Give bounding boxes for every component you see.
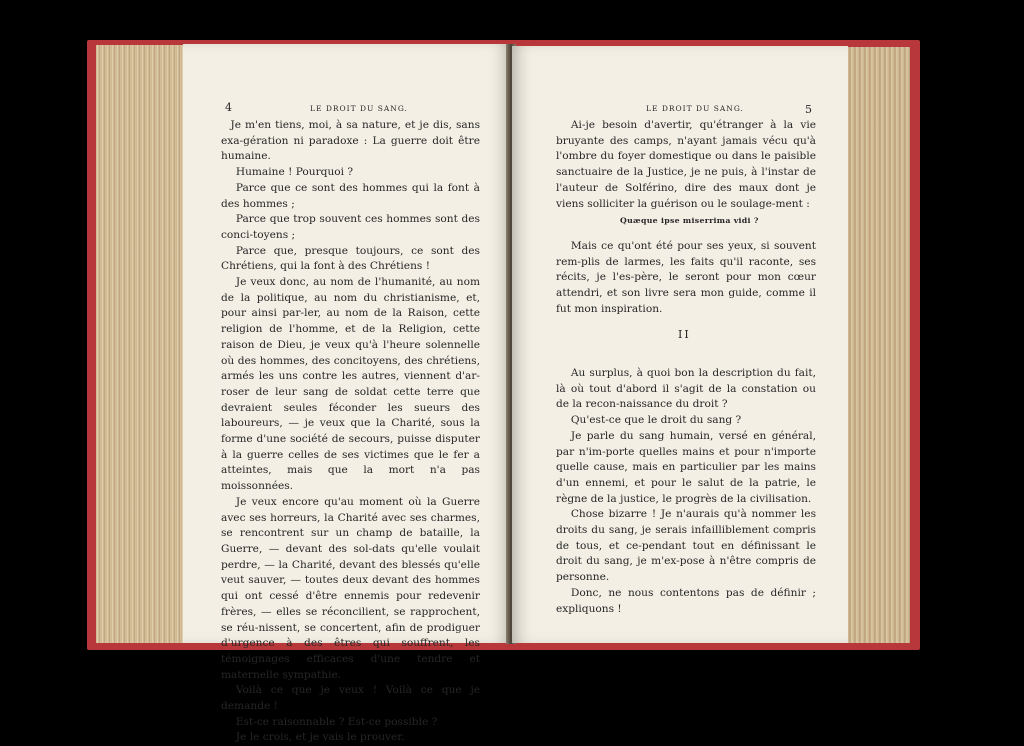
paragraph: Je m'en tiens, moi, à sa nature, et je dis, sans exa-gération ni paradoxe : La guerre doit être humaine. xyxy=(221,119,480,163)
left-page xyxy=(183,44,510,744)
paragraph: Humaine ! Pourquoi ? xyxy=(235,166,354,179)
paragraph: Donc, ne nous contentons pas de définir ; expliquons ! xyxy=(556,586,816,615)
running-head: LE DROIT DU SANG. xyxy=(310,104,408,113)
left-page-text xyxy=(221,118,480,746)
page-number: 5 xyxy=(805,103,812,116)
paragraph: Qu'est-ce que le droit du sang ? xyxy=(570,414,742,427)
page-edges-left xyxy=(96,45,184,643)
page-edges-right xyxy=(848,47,910,643)
paragraph: Chose bizarre ! Je n'aurais qu'à nommer les droits du sang, je serais infailliblement compris de tous, et ce-pendant tout en définissant le droit du sang, je m'ex-pose à n'être compris de personne. xyxy=(556,508,816,584)
paragraph: Mais ce qu'ont été pour ses yeux, si souvent rem-plis de larmes, les faits qu'il raconte, ses récits, je l'es-père, le seront pour mon cœur attendri, et son livre sera mon guide, comme il fut mon inspiration. xyxy=(556,240,816,315)
intro-text xyxy=(556,118,816,212)
page-number: 4 xyxy=(225,101,232,114)
paragraph: Parce que trop souvent ces hommes sont des conci-toyens ; xyxy=(221,213,480,241)
paragraph: Je parle du sang humain, versé en général, par n'im-porte quelles mains et pour n'importe quelle cause, mais en particulier par les mains d'un ennemi, et pour le salut de la patrie, le règne de la justice, le progrès de la civilisation. xyxy=(556,429,816,505)
paragraph: Voilà ce que je veux ! Voilà ce que je demande ! xyxy=(221,684,480,713)
latin-quote: Quæque ipse miserrima vidi ? xyxy=(620,216,759,225)
paragraph: Parce que ce sont des hommes qui la font à des hommes ; xyxy=(221,181,480,210)
after-quote-text xyxy=(556,239,816,318)
paragraph: Je veux encore qu'au moment où la Guerre avec ses horreurs, la Charité avec ses charmes, se rencontrent sur un champ de bataille, la Guerre, — devant des sol-dats qu'elle voulait perdre, — la Charité, devant des blessés qu'elle veut sauver, — toutes deux devant des hommes qui ont cessé d'être ennemis pour redevenir frères, — elles se réconcilient, se rapprochent, se réu-nissent, se concertent, afin de prodiguer d'urgence à des êtres qui souffrent, les témoignages efficaces d'une tendre et maternelle sympathie. xyxy=(221,495,480,681)
paragraph: Est-ce raisonnable ? Est-ce possible ? xyxy=(235,715,438,728)
paragraph: Parce que, presque toujours, ce sont des Chrétiens, qui la font à des Chrétiens ! xyxy=(221,244,480,273)
section-text xyxy=(556,366,816,617)
right-page xyxy=(512,46,848,643)
paragraph: Au surplus, à quoi bon la description du fait, là où tout d'abord il s'agit de la constation ou de la recon-naissance du droit ? xyxy=(556,367,816,411)
running-head: LE DROIT DU SANG. xyxy=(646,104,744,113)
paragraph: Ai-je besoin d'avertir, qu'étranger à la vie bruyante des camps, n'ayant jamais vécu qu'à l'ombre du foyer domestique ou dans le paisible sanctuaire de la Justice, je ne puis, à l'instar de l'auteur de Solférino, dire des maux dont je viens solliciter la guérison ou le soulage-ment : xyxy=(556,119,816,210)
paragraph: Je veux donc, au nom de l'humanité, au nom de la politique, au nom du christianisme, et, pour ainsi par-ler, au nom de la Raison, cette religion de l'homme, et de la Religion, cette raison de Dieu, je veux qu'à l'heure solennelle où des hommes, des concitoyens, des chrétiens, armés les uns contre les autres, viennent d'ar-roser de leur sang de soldat cette terre que devraient seules féconder les sueurs des laboureurs, — je veux que la Charité, sous la forme d'une société de secours, puisse disputer à la guerre celles de ses victimes que le fer a atteintes, mais que la mort n'a pas moissonnées. xyxy=(221,276,480,493)
paragraph: Je le crois, et je vais le prouver. xyxy=(235,731,405,744)
section-numeral: II xyxy=(678,328,691,341)
